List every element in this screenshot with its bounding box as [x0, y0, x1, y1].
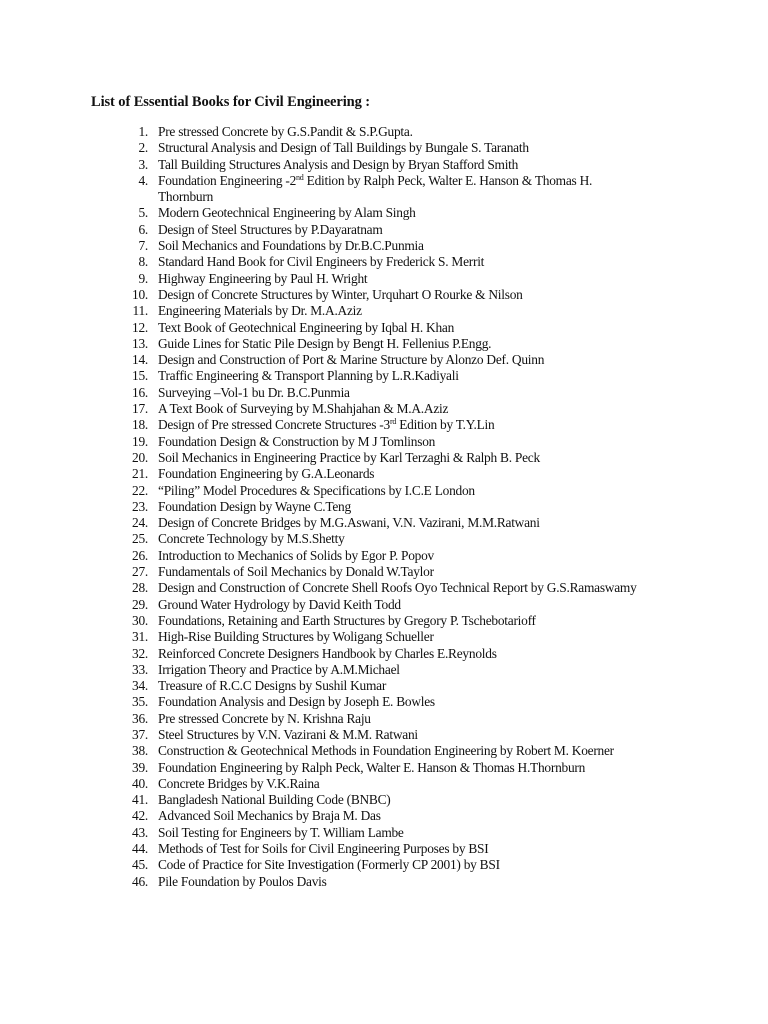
list-item-row: [91, 531, 731, 547]
list-item-row: [91, 629, 731, 645]
list-item-number: 31.: [132, 629, 148, 645]
list-item: [91, 385, 731, 401]
list-item-row: [91, 580, 731, 596]
list-item-number: 25.: [132, 531, 148, 547]
book-title: Reinforced Concrete Designers Handbook by Charles E.Reynolds: [158, 645, 497, 661]
list-item-row: [91, 646, 731, 662]
list-item-row: [91, 287, 731, 303]
list-item-number: 35.: [132, 694, 148, 710]
list-item: [91, 564, 731, 580]
list-item: [91, 222, 731, 238]
book-title: Engineering Materials by Dr. M.A.Aziz: [158, 303, 362, 319]
book-title: Design of Concrete Bridges by M.G.Aswani, V.N. Vazirani, M.M.Ratwani: [158, 515, 540, 531]
list-item-number: 45.: [132, 857, 148, 873]
list-item-number: 2.: [138, 140, 148, 156]
list-item: [91, 173, 731, 206]
list-item-number: 6.: [138, 221, 148, 237]
list-item-row: [91, 320, 731, 336]
list-item-number: 18.: [132, 417, 148, 433]
book-title: Pre stressed Concrete by N. Krishna Raju: [158, 710, 371, 726]
list-item-number: 39.: [132, 759, 148, 775]
book-title: Tall Building Structures Analysis and Design by Bryan Stafford Smith: [158, 156, 519, 172]
book-title-part: Edition by Ralph Peck, Walter E. Hanson & Thomas H.: [303, 172, 593, 188]
list-item-row: [91, 124, 731, 140]
list-item-row: [91, 792, 731, 808]
list-item: [91, 483, 731, 499]
book-title: Foundations, Retaining and Earth Structures by Gregory P. Tschebotarioff: [158, 612, 536, 628]
list-item-number: 44.: [132, 841, 148, 857]
list-item-row: [91, 711, 731, 727]
list-item: [91, 450, 731, 466]
list-item-number: 26.: [132, 547, 148, 563]
document-title: List of Essential Books for Civil Engineering :: [91, 94, 371, 110]
book-title: Soil Mechanics in Engineering Practice by Karl Terzaghi & Ralph B. Peck: [158, 449, 540, 465]
book-title: A Text Book of Surveying by M.Shahjahan & M.A.Aziz: [158, 401, 449, 417]
book-title: Modern Geotechnical Engineering by Alam Singh: [158, 205, 416, 221]
list-item-number: 12.: [132, 319, 148, 335]
list-item-number: 32.: [132, 645, 148, 661]
list-item: [91, 434, 731, 450]
book-title-part: Design of Pre stressed Concrete Structures -3: [158, 417, 390, 433]
list-item-number: 16.: [132, 384, 148, 400]
book-list: [91, 124, 731, 890]
book-title: Pre stressed Concrete by G.S.Pandit & S.P.Gupta.: [158, 124, 413, 139]
book-title: Design of Concrete Structures by Winter, Urquhart O Rourke & Nilson: [158, 286, 523, 302]
book-title: Soil Testing for Engineers by T. William Lambe: [158, 824, 404, 840]
list-item: [91, 694, 731, 710]
list-item: [91, 303, 731, 319]
list-item: [91, 678, 731, 694]
list-item-row: [91, 140, 731, 156]
book-title: Foundation Analysis and Design by Joseph E. Bowles: [158, 694, 435, 710]
book-title: Structural Analysis and Design of Tall Buildings by Bungale S. Taranath: [158, 140, 529, 156]
list-item: [91, 760, 731, 776]
list-item-number: 17.: [132, 401, 148, 417]
list-item: [91, 466, 731, 482]
list-item: [91, 548, 731, 564]
list-item-number: 3.: [138, 156, 148, 172]
book-title: Code of Practice for Site Investigation (Formerly CP 2001) by BSI: [158, 857, 500, 873]
list-item-row: [91, 874, 731, 890]
list-item-number: 30.: [132, 612, 148, 628]
list-item: [91, 792, 731, 808]
list-item: [91, 124, 731, 140]
list-item-row: [91, 776, 731, 792]
list-item: [91, 515, 731, 531]
list-item: [91, 580, 731, 596]
book-title: Design and Construction of Concrete Shell Roofs Oyo Technical Report by G.S.Ramaswamy: [158, 580, 637, 596]
book-title: Methods of Test for Soils for Civil Engineering Purposes by BSI: [158, 841, 489, 857]
list-item-number: 42.: [132, 808, 148, 824]
book-title: Bangladesh National Building Code (BNBC): [158, 792, 391, 808]
list-item-number: 8.: [138, 254, 148, 270]
list-item: [91, 743, 731, 759]
list-item: [91, 629, 731, 645]
list-item-number: 13.: [132, 335, 148, 351]
list-item-row: [91, 825, 731, 841]
list-item-row: [91, 368, 731, 384]
list-item: [91, 157, 731, 173]
list-item: [91, 499, 731, 515]
list-item: [91, 646, 731, 662]
book-title: Design and Construction of Port & Marine Structure by Alonzo Def. Quinn: [158, 352, 545, 368]
list-item: [91, 531, 731, 547]
list-item-number: 1.: [138, 124, 148, 139]
list-item-number: 21.: [132, 466, 148, 482]
list-item-number: 19.: [132, 433, 148, 449]
book-title: Concrete Technology by M.S.Shetty: [158, 531, 345, 547]
list-item-row: [91, 466, 731, 482]
list-item-number: 40.: [132, 775, 148, 791]
book-title: Concrete Bridges by V.K.Raina: [158, 775, 320, 791]
list-item: [91, 711, 731, 727]
list-item-number: 34.: [132, 678, 148, 694]
book-title-part: Foundation Engineering -2: [158, 172, 297, 188]
list-item-row: [91, 678, 731, 694]
list-item: [91, 238, 731, 254]
ordinal-superscript: nd: [296, 172, 304, 182]
list-item-number: 22.: [132, 482, 148, 498]
list-item-number: 38.: [132, 743, 148, 759]
book-title: “Piling” Model Procedures & Specifications by I.C.E London: [158, 482, 475, 498]
list-item-number: 46.: [132, 873, 148, 889]
book-title: Pile Foundation by Poulos Davis: [158, 873, 327, 889]
list-item: [91, 825, 731, 841]
book-title: [158, 173, 731, 189]
list-item-number: 43.: [132, 824, 148, 840]
list-item-row: [91, 205, 731, 221]
list-item: [91, 401, 731, 417]
list-item-number: 4.: [138, 172, 148, 188]
list-item-row: [91, 271, 731, 287]
book-title: Foundation Design by Wayne C.Teng: [158, 498, 351, 514]
list-item-row: [91, 727, 731, 743]
list-item-row: [91, 254, 731, 270]
list-item: [91, 417, 731, 433]
list-item-number: 20.: [132, 449, 148, 465]
book-title: Construction & Geotechnical Methods in Foundation Engineering by Robert M. Koerner: [158, 743, 614, 759]
list-item-row: [91, 336, 731, 352]
book-title-part: Edition by T.Y.Lin: [396, 417, 495, 433]
book-title: Foundation Design & Construction by M J Tomlinson: [158, 433, 436, 449]
book-title: Ground Water Hydrology by David Keith Todd: [158, 596, 401, 612]
list-item-row: [91, 841, 731, 857]
list-item-row: [91, 303, 731, 319]
list-item-row: [91, 808, 731, 824]
list-item-row: [91, 450, 731, 466]
book-title: High-Rise Building Structures by Woligang Schueller: [158, 629, 434, 645]
list-item-row: [91, 613, 731, 629]
list-item: [91, 662, 731, 678]
list-item: [91, 271, 731, 287]
list-item: [91, 320, 731, 336]
book-title: Traffic Engineering & Transport Planning by L.R.Kadiyali: [158, 368, 459, 384]
book-title: [158, 417, 731, 433]
list-item-row: [91, 760, 731, 776]
list-item-row: [91, 417, 731, 433]
book-title: Introduction to Mechanics of Solids by Egor P. Popov: [158, 547, 434, 563]
list-item: [91, 205, 731, 221]
book-title: Design of Steel Structures by P.Dayaratnam: [158, 221, 383, 237]
list-item-number: 27.: [132, 564, 148, 580]
book-title: Advanced Soil Mechanics by Braja M. Das: [158, 808, 381, 824]
book-title: Guide Lines for Static Pile Design by Bengt H. Fellenius P.Engg.: [158, 335, 492, 351]
list-item-number: 23.: [132, 498, 148, 514]
list-item: [91, 727, 731, 743]
list-item-number: 15.: [132, 368, 148, 384]
list-item-number: 10.: [132, 286, 148, 302]
list-item-row: [91, 694, 731, 710]
list-item-row: [91, 548, 731, 564]
book-title: Foundation Engineering by Ralph Peck, Walter E. Hanson & Thomas H.Thornburn: [158, 759, 586, 775]
list-item-number: 7.: [138, 238, 148, 254]
list-item-number: 24.: [132, 515, 148, 531]
list-item: [91, 808, 731, 824]
list-item-number: 29.: [132, 596, 148, 612]
list-item: [91, 613, 731, 629]
list-item-row: [91, 401, 731, 417]
list-item-number: 36.: [132, 710, 148, 726]
book-title: Soil Mechanics and Foundations by Dr.B.C.Punmia: [158, 238, 424, 254]
list-item-row: [91, 385, 731, 401]
list-item-row: [91, 352, 731, 368]
list-item-row: [91, 157, 731, 173]
list-item-row: [91, 434, 731, 450]
book-title: Irrigation Theory and Practice by A.M.Michael: [158, 661, 400, 677]
book-title: Fundamentals of Soil Mechanics by Donald W.Taylor: [158, 564, 434, 580]
list-item-number: 11.: [132, 303, 148, 319]
list-item: [91, 368, 731, 384]
list-item-row: [91, 597, 731, 613]
list-item-row: [91, 743, 731, 759]
list-item: [91, 841, 731, 857]
book-title: Standard Hand Book for Civil Engineers by Frederick S. Merrit: [158, 254, 485, 270]
list-item: [91, 336, 731, 352]
book-title: Treasure of R.C.C Designs by Sushil Kumar: [158, 678, 387, 694]
list-item: [91, 140, 731, 156]
list-item-row: [91, 222, 731, 238]
list-item-row: [91, 499, 731, 515]
book-title: Text Book of Geotechnical Engineering by Iqbal H. Khan: [158, 319, 455, 335]
list-item: [91, 352, 731, 368]
book-title: Steel Structures by V.N. Vazirani & M.M. Ratwani: [158, 726, 418, 742]
list-item: [91, 776, 731, 792]
list-item: [91, 287, 731, 303]
list-item-row: [91, 238, 731, 254]
list-item-row: [91, 857, 731, 873]
list-item: [91, 857, 731, 873]
book-title: Foundation Engineering by G.A.Leonards: [158, 466, 375, 482]
list-item-number: 14.: [132, 352, 148, 368]
list-item-row: [91, 483, 731, 499]
list-item-number: 37.: [132, 726, 148, 742]
list-item-number: 28.: [132, 580, 148, 596]
book-title: Highway Engineering by Paul H. Wright: [158, 270, 368, 286]
book-title: Surveying –Vol-1 bu Dr. B.C.Punmia: [158, 384, 350, 400]
book-title-continuation: Thornburn: [158, 189, 214, 205]
list-item-number: 41.: [132, 792, 148, 808]
list-item-number: 33.: [132, 661, 148, 677]
list-item-row: [91, 173, 731, 189]
list-item-row: [91, 662, 731, 678]
list-item: [91, 597, 731, 613]
list-item-row: [91, 515, 731, 531]
list-item-number: 9.: [138, 270, 148, 286]
list-item: [91, 874, 731, 890]
ordinal-superscript: rd: [389, 417, 397, 427]
list-item-row: [91, 564, 731, 580]
list-item: [91, 254, 731, 270]
list-item-number: 5.: [138, 205, 148, 221]
